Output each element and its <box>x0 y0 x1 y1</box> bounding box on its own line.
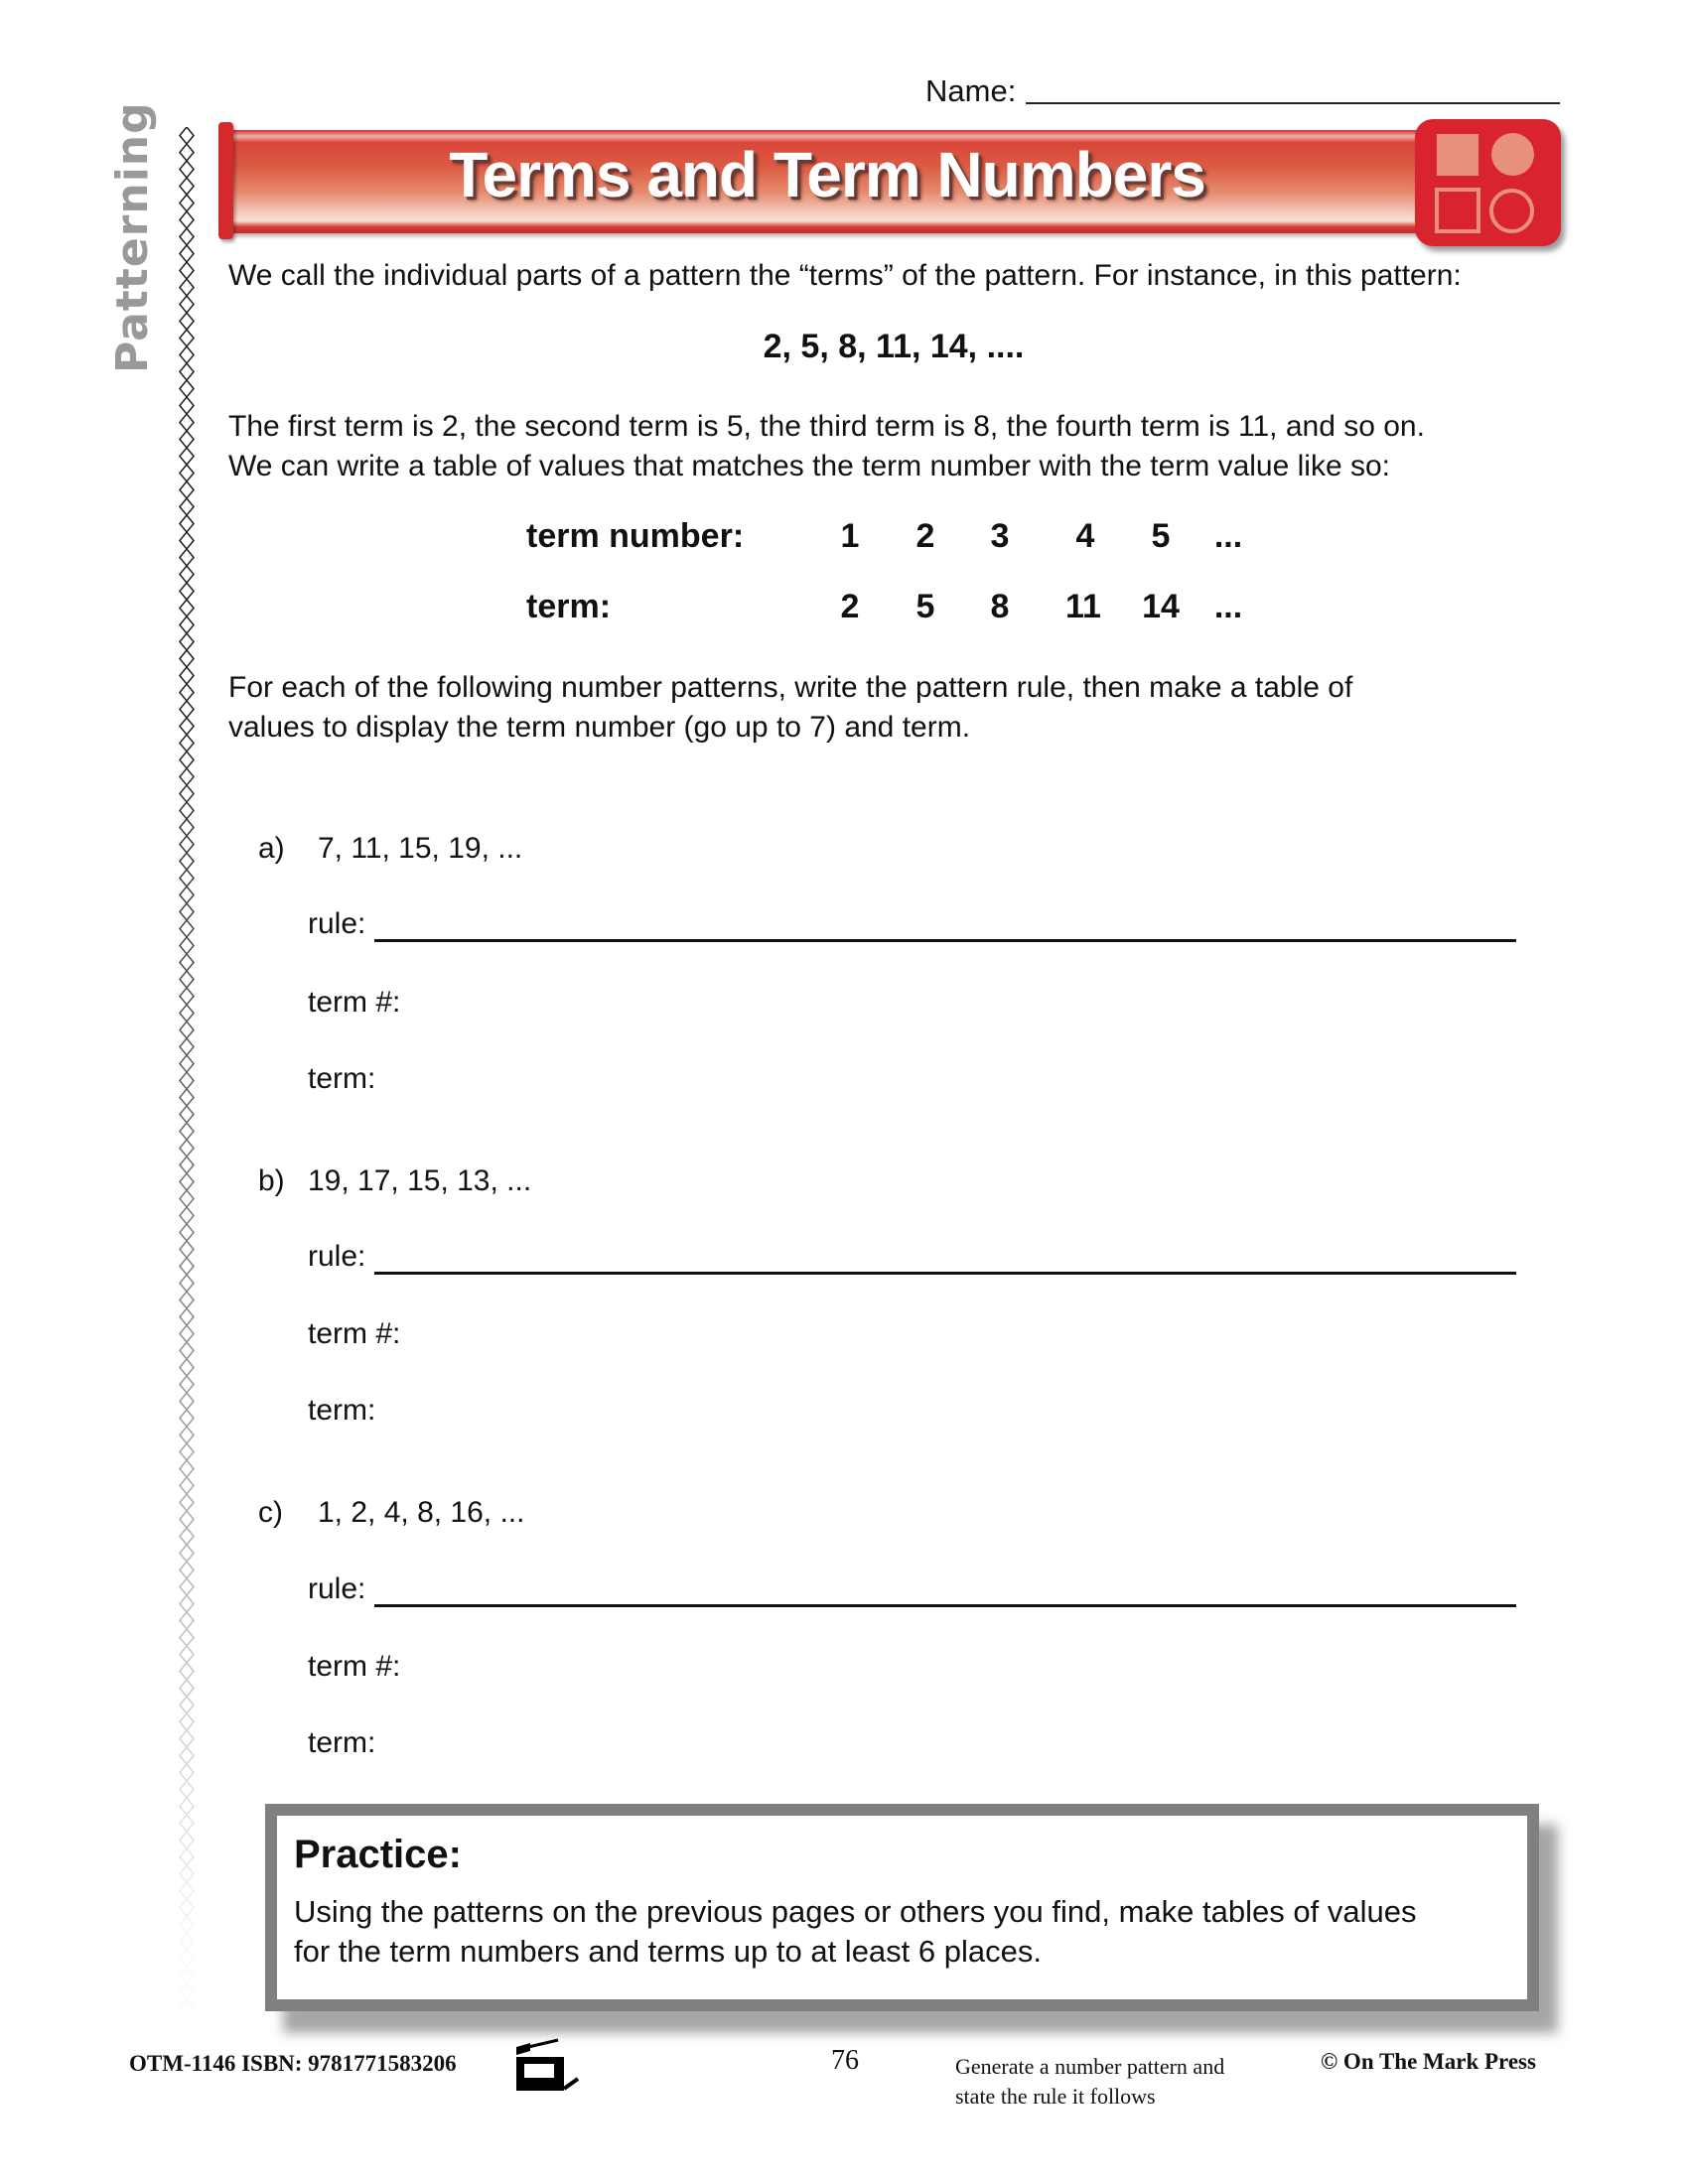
table-cell: 8 <box>990 588 1010 625</box>
section-side-label: Patterning <box>107 101 158 373</box>
copyright: © On The Mark Press <box>1321 2049 1536 2074</box>
practice-text-line-2: for the term numbers and terms up to at least 6 places. <box>294 1934 1042 1969</box>
filled-circle-icon <box>1491 133 1534 176</box>
name-input-line[interactable] <box>1026 102 1560 104</box>
exercise-sequence: 19, 17, 15, 13, ... <box>308 1164 532 1197</box>
table-cell: 5 <box>915 588 935 625</box>
diamond-chain-border-icon <box>175 127 199 2013</box>
instructions-line-1: For each of the following number patterns, write the pattern rule, then make a table of <box>228 671 1353 704</box>
table-cell: 2 <box>915 517 935 555</box>
term-label: term: <box>308 1726 376 1759</box>
rule-answer-line[interactable] <box>374 1604 1516 1607</box>
exercise-sequence: 7, 11, 15, 19, ... <box>318 832 523 865</box>
outline-circle-icon <box>1489 189 1534 233</box>
term-number-label: term #: <box>308 1317 401 1350</box>
explanation-line-2: We can write a table of values that matches the term number with the term value like so: <box>228 450 1390 482</box>
footer-objective-line-1: Generate a number pattern and <box>955 2054 1225 2079</box>
table-cell: 1 <box>840 517 860 555</box>
table-cell: 4 <box>1075 517 1095 555</box>
exercise-sequence: 1, 2, 4, 8, 16, ... <box>318 1496 525 1529</box>
shapes-icon <box>1415 119 1561 246</box>
instructions-line-2: values to display the term number (go up to 7) and term. <box>228 711 971 744</box>
page-title: Terms and Term Numbers <box>449 139 1205 210</box>
photocopier-icon <box>514 2037 610 2093</box>
exercise-label: a) <box>258 832 285 865</box>
explanation-line-1: The first term is 2, the second term is 5, the third term is 8, the fourth term is 11, and so on. <box>228 410 1425 443</box>
rule-label: rule: <box>308 1572 366 1605</box>
example-pattern: 2, 5, 8, 11, 14, .... <box>763 328 1025 365</box>
table-cell: 14 <box>1142 588 1180 625</box>
outline-square-icon <box>1435 188 1480 233</box>
table-cell: 11 <box>1065 588 1101 625</box>
term-number-label: term #: <box>308 1650 401 1683</box>
rule-answer-line[interactable] <box>374 1272 1516 1275</box>
practice-title: Practice: <box>294 1833 462 1876</box>
rule-label: rule: <box>308 1240 366 1273</box>
rule-answer-line[interactable] <box>374 939 1516 942</box>
table-cell: 3 <box>990 517 1010 555</box>
table-label-term: term: <box>526 588 612 625</box>
practice-text-line-1: Using the patterns on the previous pages or others you find, make tables of values <box>294 1894 1417 1929</box>
table-label-term-number: term number: <box>526 517 745 555</box>
table-cell: 2 <box>840 588 860 625</box>
footer-objective-line-2: state the rule it follows <box>955 2084 1156 2109</box>
rule-label: rule: <box>308 907 366 940</box>
footer-code-isbn: OTM-1146 ISBN: 9781771583206 <box>129 2051 457 2076</box>
filled-square-icon <box>1437 134 1478 176</box>
term-label: term: <box>308 1394 376 1427</box>
page-number: 76 <box>831 2045 859 2076</box>
term-label: term: <box>308 1062 376 1095</box>
table-cell: 5 <box>1151 517 1171 555</box>
name-label: Name: <box>925 73 1017 108</box>
term-number-label: term #: <box>308 986 401 1019</box>
table-cell: ... <box>1213 517 1243 555</box>
exercise-label: c) <box>258 1496 283 1529</box>
intro-paragraph: We call the individual parts of a pattern the “terms” of the pattern. For instance, in this pattern: <box>228 259 1462 292</box>
table-cell: ... <box>1213 588 1243 625</box>
exercise-label: b) <box>258 1164 285 1197</box>
